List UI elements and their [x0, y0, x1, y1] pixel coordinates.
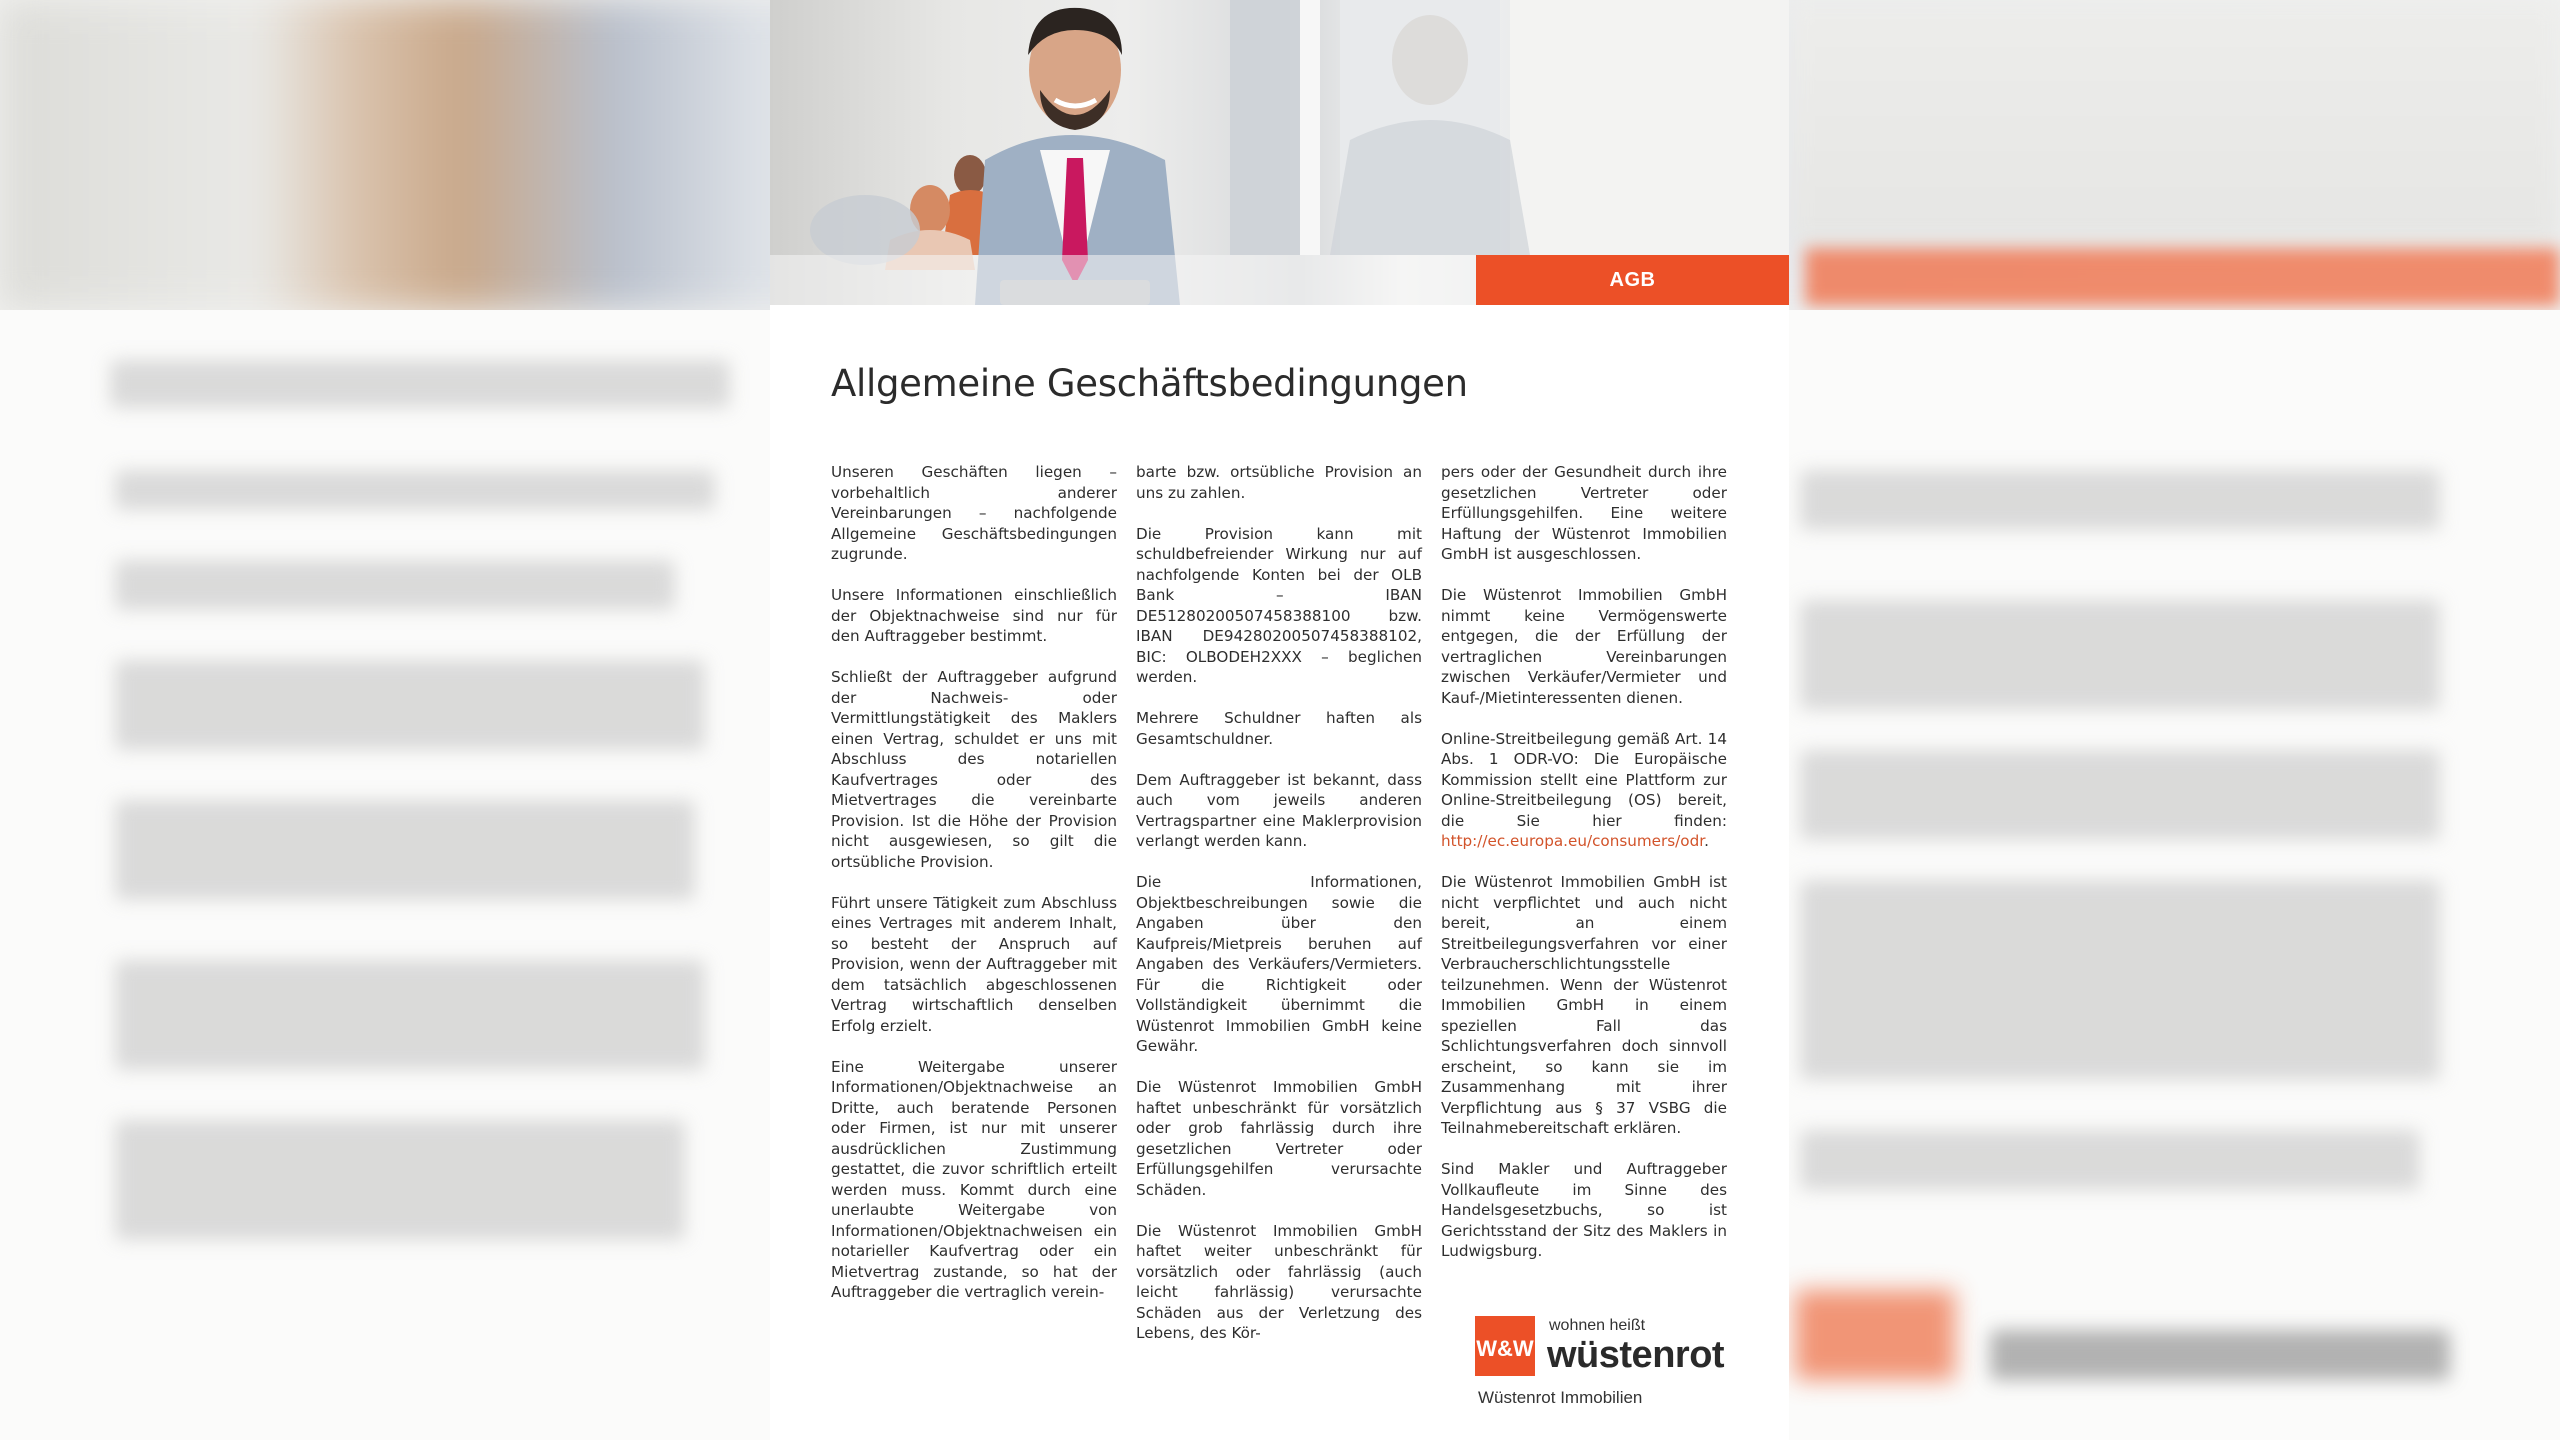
terms-paragraph: Die Wüstenrot Immobilien GmbH nimmt keine Vermögenswerte entgegen, die der Erfüllung der vertraglichen Vereinbarungen zwischen Verkäufer/Vermieter und Kauf-/Mietinteressenten dienen. — [1441, 586, 1727, 707]
blurred-text-block — [1800, 470, 2440, 530]
logo-subtitle: Wüstenrot Immobilien — [1478, 1388, 1643, 1407]
terms-columns — [831, 462, 1727, 1364]
odr-suffix: . — [1704, 832, 1709, 850]
wuestenrot-logo — [1475, 1316, 1735, 1408]
blurred-text-block — [115, 960, 705, 1070]
blurred-text-block — [1800, 880, 2440, 1080]
ww-logo-icon — [1475, 1316, 1535, 1376]
blurred-text-block — [115, 470, 715, 510]
hero-photo — [770, 0, 1789, 305]
blurred-text-block — [115, 800, 695, 900]
blurred-text-block — [1800, 600, 2440, 710]
terms-paragraph: Eine Weitergabe unserer Informationen/Objektnachweise an Dritte, auch beratende Personen oder Firmen, ist nur mit unserer ausdrücklichen Zustimmung gestattet, die zuvor schriftlich erteilt werden muss. Kommt durch eine unerlaubte Weitergabe von Informationen/Objektnachweisen ein notarieller Kaufvertrag oder ein Mietvertrag zustande, so hat der Auftraggeber die vertraglich verein- — [831, 1057, 1117, 1301]
logo-tagline: wohnen heißt — [1549, 1317, 1646, 1334]
logo-box-letters: W&W — [1476, 1336, 1534, 1361]
blurred-text-block — [115, 660, 705, 750]
terms-paragraph: Unsere Informationen einschließlich der Objektnachweise sind nur für den Auftraggeber bestimmt. — [831, 586, 1117, 645]
page-title: Allgemeine Geschäftsbedingungen — [831, 362, 1468, 405]
blurred-heading — [110, 360, 730, 408]
blurred-text-block — [115, 1120, 685, 1240]
terms-paragraph: Unseren Geschäften liegen – vorbehaltlich anderer Vereinbarungen – nachfolgende Allgemeine Geschäftsbedingungen zugrunde. — [831, 463, 1117, 563]
terms-paragraph: Sind Makler und Auftraggeber Vollkaufleute im Sinne des Handelsgesetzbuchs, so ist Gerichtsstand der Sitz des Maklers in Ludwigsburg. — [1441, 1160, 1727, 1260]
document-page — [770, 0, 1789, 1440]
terms-paragraph: Dem Auftraggeber ist bekannt, dass auch vom jeweils anderen Vertragspartner eine Maklerprovision verlangt werden kann. — [1136, 770, 1422, 850]
blurred-logo-box — [1795, 1290, 1955, 1380]
odr-link[interactable]: http://ec.europa.eu/consumers/odr — [1441, 832, 1705, 850]
terms-paragraph: Die Wüstenrot Immobilien GmbH haftet weiter unbeschränkt für vorsätzlich oder fahrlässig (auch leicht fahrlässig) verursachte Schäden aus der Verletzung des Lebens, des Kör- — [1136, 1221, 1422, 1342]
terms-paragraph: Die Informationen, Objektbeschreibungen sowie die Angaben über den Kaufpreis/Mietpreis beruhen auf Angaben des Verkäufers/Vermieters. Für die Richtigkeit oder Vollständigkeit übernimmt die Wüstenrot Immobilien GmbH keine Gewähr. — [1136, 873, 1422, 1055]
terms-paragraph: pers oder der Gesundheit durch ihre gesetzlichen Vertreter oder Erfüllungsgehilfen. Eine weitere Haftung der Wüstenrot Immobilien GmbH ist ausgeschlossen. — [1441, 463, 1727, 563]
terms-paragraph: Die Wüstenrot Immobilien GmbH ist nicht verpflichtet und auch nicht bereit, an einem Streitbeilegungsverfahren vor einer Verbraucherschlichtungsstelle teilzunehmen. Wenn der Wüstenrot Immobilien GmbH in einem speziellen Fall das Schlichtungsverfahren doch sinnvoll erscheint, so kann sie im Zusammenhang mit ihrer Verpflichtung aus § 37 VSBG die Teilnahmebereitschaft erklären. — [1441, 873, 1727, 1137]
blurred-logo-text — [1990, 1330, 2450, 1380]
terms-paragraph: Führt unsere Tätigkeit zum Abschluss eines Vertrages mit anderem Inhalt, so besteht der Anspruch auf Provision, wenn der Auftraggeber mit dem tatsächlich abgeschlossenen Vertrag wirtschaftlich denselben Erfolg erzielt. — [831, 893, 1117, 1035]
terms-paragraph: Schließt der Auftraggeber aufgrund der Nachweis- oder Vermittlungstätigkeit des Maklers einen Vertrag, schuldet er uns mit Abschluss des notariellen Kaufvertrages oder des Mietvertrages die vereinbarte Provision. Ist die Höhe der Provision nicht ausgewiesen, so gilt die ortsübliche Provision. — [831, 668, 1117, 871]
odr-text: Online-Streitbeilegung gemäß Art. 14 Abs. 1 ODR-VO: Die Europäische Kommission stellt eine Plattform zur Online-Streitbeilegung (OS) bereit, die Sie hier finden: — [1441, 729, 1727, 830]
logo-box — [1475, 1316, 1535, 1376]
blurred-text-block — [1800, 1130, 2420, 1190]
terms-paragraph: Mehrere Schuldner haften als Gesamtschuldner. — [1136, 709, 1422, 748]
logo-wordmark: wüstenrot — [1547, 1334, 1725, 1376]
blurred-photo-right — [1790, 0, 2560, 245]
terms-paragraph: Die Wüstenrot Immobilien GmbH haftet unbeschränkt für vorsätzlich oder grob fahrlässig durch ihre gesetzlichen Vertreter oder Erfüllungsgehilfen verursachte Schäden. — [1136, 1078, 1422, 1199]
terms-paragraph: barte bzw. ortsübliche Provision an uns zu zahlen. — [1136, 463, 1422, 502]
text-column-2 — [1136, 462, 1422, 1364]
odr-paragraph — [1441, 729, 1727, 852]
blurred-text-block — [115, 560, 675, 610]
agb-section-tab: AGB — [1476, 255, 1789, 305]
terms-paragraph: Die Provision kann mit schuldbefreiender Wirkung nur auf nachfolgende Konten bei der OLB Bank – IBAN DE51280200507458388100 bzw. IBAN DE94280200507458388102, BIC: OLBODEH2XXX – beglichen werden. — [1136, 524, 1422, 686]
text-column-1 — [831, 462, 1117, 1364]
blurred-text-block — [1800, 750, 2440, 840]
blurred-accent-bar — [1805, 248, 2560, 306]
text-column-3 — [1441, 462, 1727, 1364]
